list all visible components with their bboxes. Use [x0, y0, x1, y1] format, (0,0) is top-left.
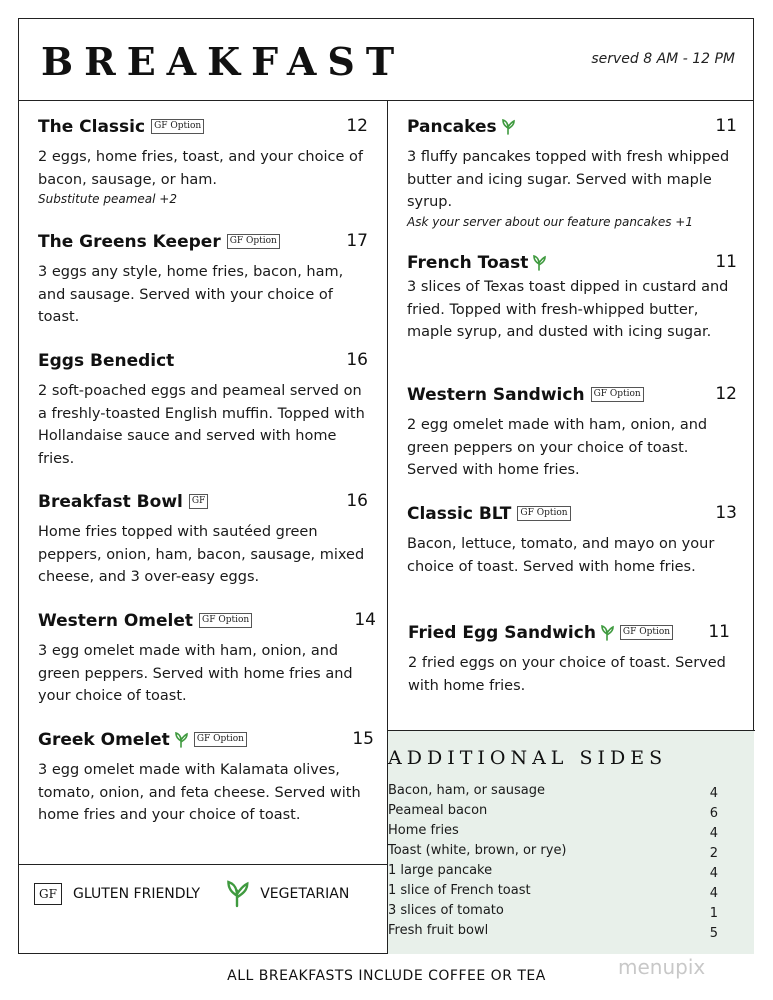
item-name: Fried Egg Sandwich [408, 622, 596, 643]
sides-divider [387, 730, 755, 731]
vegetarian-legend-leaf-icon [225, 880, 249, 908]
menu-item-eggs-benedict [38, 350, 368, 470]
item-price: 16 [346, 491, 368, 511]
menu-item-greek-omelet [38, 729, 374, 827]
side-item [388, 843, 718, 863]
item-price: 11 [708, 622, 730, 642]
item-price: 15 [352, 729, 374, 749]
side-item [388, 863, 718, 883]
menu-item-fried-egg-sandwich [408, 622, 730, 697]
item-description: 3 fluffy pancakes topped with fresh whipped butter and icing sugar. Served with maple syrup. [407, 149, 730, 210]
gf-legend-label: GLUTEN FRIENDLY [73, 886, 201, 902]
side-item [388, 923, 718, 943]
legend [34, 880, 364, 910]
side-item [388, 803, 718, 823]
footer-note: ALL BREAKFASTS INCLUDE COFFEE OR TEA [227, 968, 546, 984]
side-name: Toast (white, brown, or rye) [388, 843, 567, 858]
item-name: French Toast [407, 252, 529, 273]
menu-item-breakfast-bowl [38, 491, 368, 589]
item-price: 11 [715, 116, 737, 136]
item-note: Substitute peameal +2 [38, 192, 177, 206]
side-name: 1 large pancake [388, 863, 493, 878]
item-name: Greek Omelet [38, 729, 170, 750]
side-name: Peameal bacon [388, 803, 488, 818]
legend-divider [19, 864, 387, 865]
side-price: 5 [709, 926, 718, 941]
menu-item-french-toast [407, 252, 737, 344]
vegetarian-leaf-icon [532, 255, 546, 271]
item-description: 2 soft-poached eggs and peameal served on a freshly-toasted English muffin. Topped with Hollandaise sauce and served with home fries. [38, 383, 365, 467]
side-name: Bacon, ham, or sausage [388, 783, 546, 798]
sides-title: ADDITIONAL SIDES [388, 747, 668, 769]
gf-legend-badge: GF [34, 883, 62, 905]
served-hours: served 8 AM - 12 PM [591, 51, 735, 67]
menu-item-pancakes [407, 116, 737, 230]
menu-item-greens-keeper [38, 231, 368, 329]
item-name: Western Sandwich [407, 384, 585, 405]
side-price: 1 [709, 906, 718, 921]
side-price: 4 [709, 786, 718, 801]
item-note: Ask your server about our feature pancakes +1 [407, 214, 693, 229]
side-name: 3 slices of tomato [388, 903, 504, 918]
item-description: Home fries topped with sautéed green peppers, onion, ham, bacon, sausage, mixed cheese, and 3 over-easy eggs. [38, 524, 365, 585]
item-price: 14 [354, 610, 376, 630]
item-description: 2 egg omelet made with ham, onion, and green peppers on your choice of toast. Served with home fries. [407, 417, 708, 478]
item-name: Pancakes [407, 116, 497, 137]
item-price: 12 [346, 116, 368, 136]
vegetarian-leaf-icon [501, 119, 515, 135]
item-price: 17 [346, 231, 368, 251]
item-description: 3 eggs any style, home fries, bacon, ham, and sausage. Served with your choice of toast. [38, 264, 344, 325]
side-price: 2 [709, 846, 718, 861]
side-price: 4 [709, 866, 718, 881]
gf-option-badge: GF Option [620, 625, 673, 640]
item-description: 3 egg omelet made with ham, onion, and green peppers. Served with home fries and your choice of toast. [38, 643, 353, 704]
item-description: 3 slices of Texas toast dipped in custard and fried. Topped with fresh-whipped butter, maple syrup, and dusted with icing sugar. [407, 279, 729, 340]
item-description: 2 eggs, home fries, toast, and your choice of bacon, sausage, or ham. [38, 149, 363, 188]
item-description: 3 egg omelet made with Kalamata olives, tomato, onion, and feta cheese. Served with home fries and your choice of toast. [38, 762, 361, 823]
item-description: Bacon, lettuce, tomato, and mayo on your choice of toast. Served with home fries. [407, 536, 715, 575]
item-name: The Greens Keeper [38, 231, 221, 252]
menu-title: BREAKFAST [41, 39, 406, 84]
item-price: 11 [715, 252, 737, 272]
item-price: 12 [715, 384, 737, 404]
gf-option-badge: GF Option [517, 506, 570, 521]
side-name: 1 slice of French toast [388, 883, 531, 898]
side-item [388, 783, 718, 803]
menu-item-the-classic [38, 116, 368, 207]
vegetarian-leaf-icon [600, 625, 614, 641]
watermark-logo: menupix [618, 955, 706, 979]
side-name: Fresh fruit bowl [388, 923, 489, 938]
side-item [388, 823, 718, 843]
vegetarian-leaf-icon [174, 732, 188, 748]
item-name: Classic BLT [407, 503, 512, 524]
item-description: 2 fried eggs on your choice of toast. Served with home fries. [408, 655, 726, 694]
menu-header [19, 19, 753, 101]
side-name: Home fries [388, 823, 459, 838]
gf-option-badge: GF Option [151, 119, 204, 134]
item-name: Breakfast Bowl [38, 491, 183, 512]
item-price: 16 [346, 350, 368, 370]
item-price: 13 [715, 503, 737, 523]
side-item [388, 903, 718, 923]
side-price: 4 [709, 826, 718, 841]
side-price: 4 [709, 886, 718, 901]
gf-option-badge: GF Option [194, 732, 247, 747]
gf-option-badge: GF Option [199, 613, 252, 628]
menu-item-classic-blt [407, 503, 737, 578]
menu-item-western-omelet [38, 610, 376, 708]
gf-option-badge: GF Option [227, 234, 280, 249]
side-item [388, 883, 718, 903]
vegetarian-legend-label: VEGETARIAN [260, 886, 350, 902]
side-price: 6 [709, 806, 718, 821]
item-name: Western Omelet [38, 610, 194, 631]
menu-item-western-sandwich [407, 384, 737, 482]
item-name: The Classic [38, 116, 146, 137]
gf-badge: GF [189, 494, 208, 509]
item-name: Eggs Benedict [38, 350, 175, 371]
gf-option-badge: GF Option [591, 387, 644, 402]
